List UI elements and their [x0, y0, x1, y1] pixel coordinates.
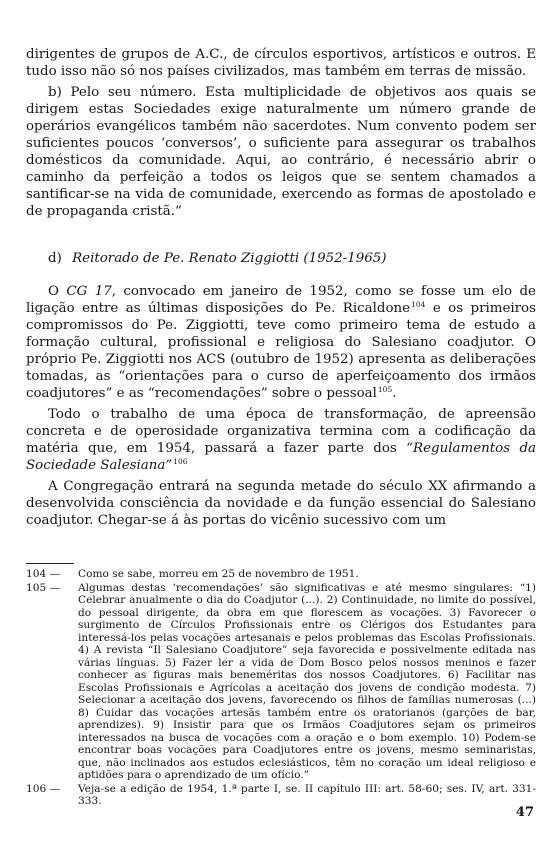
- footnote-number: 105 —: [26, 581, 61, 594]
- footnote-ref-105: 105: [377, 384, 393, 394]
- text-run: .: [392, 386, 397, 401]
- paragraph-continuation: dirigentes de grupos de A.C., de círculos esportivos, artísticos e outros. E tudo isso não só nos países civilizados, mas também em terras de missão.: [26, 47, 536, 79]
- section-heading: [48, 250, 536, 267]
- section-label: d): [48, 251, 62, 266]
- text-run: O: [48, 284, 67, 299]
- paragraph-regulamentos: [26, 406, 536, 474]
- footnote-text: Veja-se a edição de 1954, 1.ª parte I, se. II capítulo III: art. 58-60; ses. IV, art. 331-333.: [78, 782, 536, 807]
- footnote-ref-104: 104: [411, 299, 426, 309]
- text-run: , convocado em janeiro de 1952, como se fosse um elo de ligação entre as últimas disposições do Pe. Ricaldone: [26, 284, 536, 316]
- footnote-number: 106 —: [26, 782, 61, 795]
- footnote-104: [26, 568, 536, 581]
- footnote-number: 104 —: [26, 568, 61, 580]
- footnote-text: Como se sabe, morreu em 25 de novembro de 1951.: [78, 568, 359, 580]
- footnote-ref-106: 106: [173, 456, 188, 466]
- footnote-106: [26, 783, 536, 808]
- text-run-italic: “Regulamentos da Sociedade Salesiana”: [26, 441, 537, 473]
- text-run: e os primeiros compromissos do Pe. Ziggiotti, teve como primeiro tema de estudo a formação cultural, profissional e religiosa do Salesiano coadjutor. O próprio Pe. Ziggiotti nos ACS (outubro de 1952) apresenta as deliberações tomadas, as “orientações para o curso de aperfeiçoamento dos irmãos coadjutores” e as “recomendações” sobre o pessoal: [26, 301, 536, 401]
- paragraph-congregacao: A Congregação entrará na segunda metade do século XX afirmando a desenvolvida consciência da novidade e da função essencial do Salesiano coadjutor. Chegar-se á às portas do vicênio sucessivo com um: [26, 479, 536, 528]
- section-title: Reitorado de Pe. Renato Ziggiotti (1952-1965): [72, 251, 387, 266]
- footnote-105: [26, 582, 536, 782]
- footnote-divider: [26, 563, 74, 564]
- text-run-italic: CG 17: [66, 284, 112, 299]
- page-number: 47: [515, 805, 534, 820]
- page-body: [26, 46, 536, 809]
- footnote-text: Algumas destas ‘recomendações’ são significativas e até mesmo singulares: “1) Celebrar anualmente o dia do Coadjutor (...). 2) Continuidade, no limite do possível, do pessoal dirigente, da obra em que florescem as vocações. 3) Favorecer o surgimento de Círculos Profissionais entre os Clérigos dos Estudantes para interessá-los pelas vocações artesanais e pelos problemas das Escolas Profissionais. 4) A revista “Il Salesiano Coadjutore” seja favorecida e possivelmente editada nas várias línguas. 5) Fazer ler a vida de Dom Bosco pelos nossos meninos e fazer conhecer as figuras mais beneméritas dos nossos Coadjutores. 6) Facilitar nas Escolas Profissionais e Agrícolas a aceitação dos jovens de condição modesta. 7) Selecionar a aceitação dos jovens, favorecendo os filhos de famílias numerosas (...) 8) Cuidar das vocações artesãs também entre os oratorianos (garções de bar, aprendizes). 9) Insistir para que os Irmãos Coadjutores sejam os primeiros interessados na busca de vocações com a oração e o bom exemplo. 10) Podem-se encontrar boas vocações para Coadjutores entre os jovens, mesmo seminaristas, que, não inclinados aos estudos eclesiásticos, têm no coração um ideal religioso e aptidões para o aprendizado de um ofício.”: [78, 581, 536, 781]
- paragraph-cg17: [26, 283, 536, 402]
- paragraph-b-pelo-seu-numero: b) Pelo seu número. Esta multiplicidade de objetivos aos quais se dirigem estas Sociedades exige naturalmente um número grande de operários evangélicos também não sacerdotes. Num convento podem ser suficientes poucos ‘conversos’, o suficiente para assegurar os trabalhos domésticos da comunidade. Aqui, ao contrário, é necessário abrir o caminho da perfeição a todos os leigos que se sentem chamados a santificar-se na vida de comunidade, exercendo as formas de apostolado e de propaganda cristã.”: [26, 85, 536, 219]
- text-run: Todo o trabalho de uma época de transformação, de apreensão concreta e de operosidade organizativa termina com a codificação da matéria que, em 1954, passará a fazer parte dos: [26, 407, 536, 456]
